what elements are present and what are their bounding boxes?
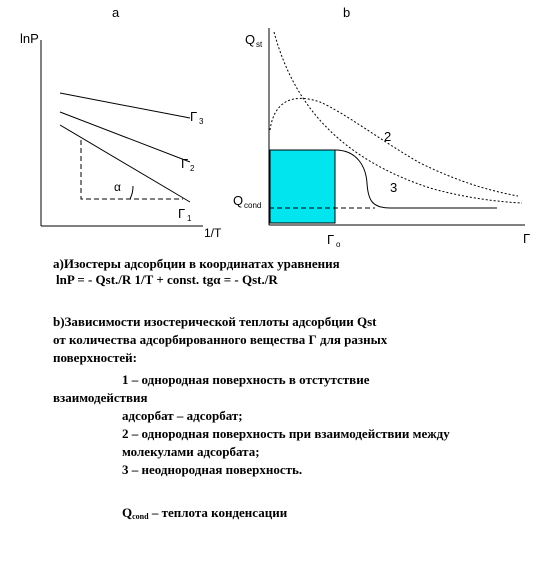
adsorption-figure bbox=[0, 0, 536, 250]
caption-b-line2: от количества адсорбированного вещества Г для разных bbox=[53, 332, 388, 347]
caption-item1-line2: взаимодействия bbox=[53, 390, 148, 405]
caption-b-line3: поверхностей: bbox=[53, 350, 137, 365]
panel-a-letter: a bbox=[112, 5, 120, 20]
curve-3 bbox=[335, 150, 497, 208]
angle-arc bbox=[130, 186, 133, 199]
caption-item2-line1: 2 – однородная поверхность при взаимодействии между bbox=[122, 426, 450, 441]
caption-qcond-text: – теплота конденсации bbox=[148, 505, 288, 520]
qcond-axis-label bbox=[233, 193, 261, 210]
isotherm-line-g3 bbox=[60, 93, 190, 118]
svg-text:2: 2 bbox=[190, 164, 195, 173]
panel-b-x-axis-label: Г bbox=[523, 231, 531, 246]
caption-a-line2: lnP = - Qst./R 1/T + const. tgα = - Qst./R bbox=[56, 272, 278, 287]
caption-item1-line1: 1 – однородная поверхность в отстутствие bbox=[122, 372, 370, 387]
panel-b-y-axis-label bbox=[245, 32, 263, 49]
caption-qcond bbox=[122, 505, 287, 525]
isotherm-label-g2 bbox=[181, 156, 195, 173]
isotherm-label-g1 bbox=[178, 206, 192, 223]
caption-item2-line2: молекулами адсорбата; bbox=[122, 444, 260, 459]
slope-triangle bbox=[81, 140, 183, 199]
svg-text:3: 3 bbox=[199, 117, 204, 126]
caption-qcond-sub: cond bbox=[132, 512, 149, 521]
svg-text:st: st bbox=[256, 40, 263, 49]
caption-b-line1: b)Зависимости изостерической теплоты адсорбции Qst bbox=[53, 314, 377, 329]
svg-text:1: 1 bbox=[187, 214, 192, 223]
panel-b-letter: b bbox=[343, 5, 351, 20]
svg-text:Q: Q bbox=[245, 32, 256, 47]
svg-text:cond: cond bbox=[244, 201, 262, 210]
curve-label-2: 2 bbox=[384, 129, 392, 144]
caption-item3: 3 – неоднородная поверхность. bbox=[122, 462, 303, 477]
svg-text:Г: Г bbox=[181, 156, 189, 171]
svg-text:o: o bbox=[336, 240, 341, 249]
isotherm-label-g3 bbox=[190, 109, 204, 126]
caption-a-line1: a)Изостеры адсорбции в координатах уравнения bbox=[53, 256, 340, 271]
panel-a-y-axis-label: lnP bbox=[20, 31, 39, 46]
gamma0-label bbox=[327, 232, 341, 249]
curve-label-3: 3 bbox=[390, 180, 398, 195]
panel-a bbox=[20, 5, 222, 240]
svg-text:Г: Г bbox=[327, 232, 335, 247]
svg-text:Г: Г bbox=[178, 206, 186, 221]
caption-item1-line3: адсорбат – адсорбат; bbox=[122, 408, 243, 423]
filled-region bbox=[270, 150, 335, 223]
caption-qcond-symbol: Q bbox=[122, 505, 133, 520]
panel-a-x-axis-label: 1/T bbox=[204, 226, 222, 240]
svg-text:Q: Q bbox=[233, 193, 244, 208]
svg-text:Г: Г bbox=[190, 109, 198, 124]
angle-label: α bbox=[114, 180, 121, 194]
panel-b bbox=[233, 5, 530, 249]
